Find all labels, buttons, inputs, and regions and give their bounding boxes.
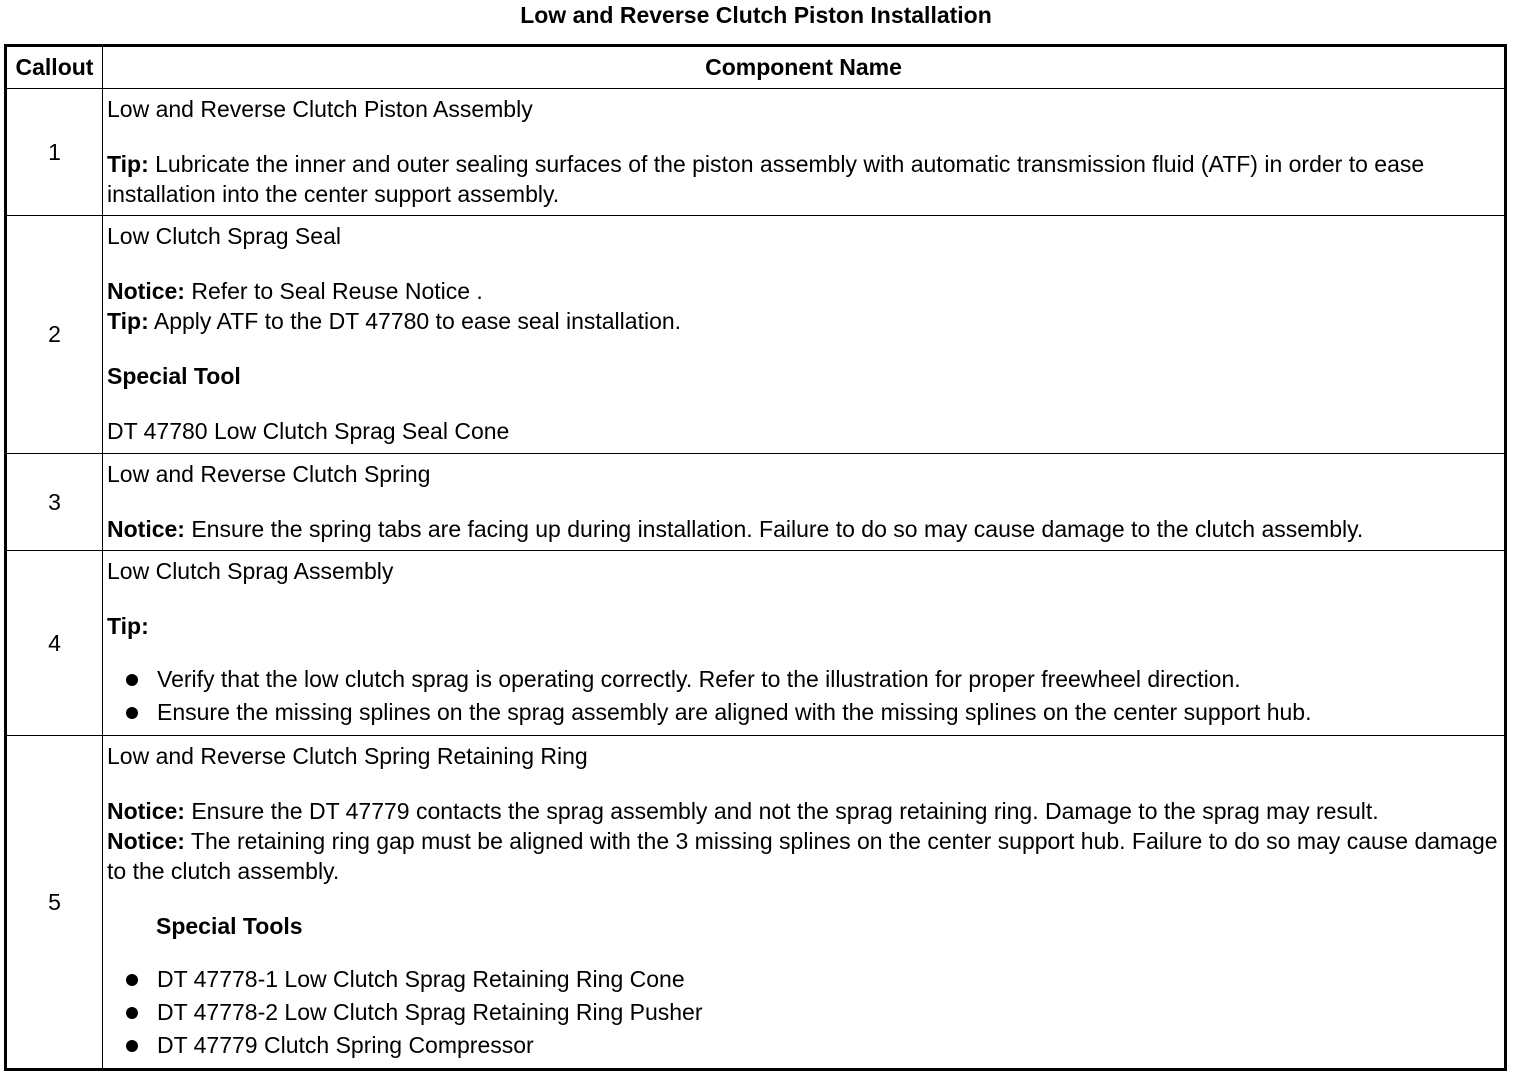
callout-cell: 3 xyxy=(6,454,103,551)
component-cell xyxy=(103,216,1506,454)
list-item-text: DT 47778-1 Low Clutch Sprag Retaining Ring Cone xyxy=(157,966,685,992)
list-item xyxy=(107,996,1498,1029)
list-item-text: DT 47778-2 Low Clutch Sprag Retaining Ring Pusher xyxy=(157,999,703,1025)
bullet-icon xyxy=(126,974,138,986)
notice-text: Ensure the spring tabs are facing up during installation. Failure to do so may cause damage to the clutch assembly. xyxy=(184,516,1364,542)
component-name: Low and Reverse Clutch Piston Assembly xyxy=(107,96,533,122)
notice-paragraph xyxy=(107,276,1498,306)
components-table xyxy=(4,44,1507,1071)
tip-text: Apply ATF to the DT 47780 to ease seal installation. xyxy=(148,308,682,334)
tip-label: Tip: xyxy=(107,613,149,639)
list-item xyxy=(107,1029,1498,1062)
callout-cell: 1 xyxy=(6,89,103,216)
tip-paragraph xyxy=(107,149,1498,209)
table-header-row xyxy=(6,46,1506,89)
component-cell xyxy=(103,551,1506,736)
tip-label: Tip: xyxy=(107,151,149,177)
notice-label: Notice: xyxy=(107,278,185,304)
notice-paragraph xyxy=(107,796,1498,826)
list-item xyxy=(107,663,1498,696)
table-row xyxy=(6,551,1506,736)
tip-text: Lubricate the inner and outer sealing surfaces of the piston assembly with automatic transmission fluid (ATF) in order to ease installation into the center support assembly. xyxy=(107,151,1425,207)
notice-label: Notice: xyxy=(107,828,185,854)
callout-cell: 5 xyxy=(6,736,103,1070)
special-tool-heading: Special Tool xyxy=(107,363,241,389)
bullet-icon xyxy=(126,674,138,686)
notice-text: Refer to Seal Reuse Notice . xyxy=(184,278,483,304)
component-name: Low and Reverse Clutch Spring Retaining Ring xyxy=(107,743,588,769)
component-cell xyxy=(103,89,1506,216)
list-item xyxy=(107,696,1498,729)
table-row xyxy=(6,89,1506,216)
table-row xyxy=(6,216,1506,454)
component-cell xyxy=(103,736,1506,1070)
special-tools-heading: Special Tools xyxy=(156,913,303,939)
component-name: Low and Reverse Clutch Spring xyxy=(107,461,431,487)
list-item-text: Verify that the low clutch sprag is operating correctly. Refer to the illustration for proper freewheel direction. xyxy=(157,666,1241,692)
callout-cell: 4 xyxy=(6,551,103,736)
callout-cell: 2 xyxy=(6,216,103,454)
header-callout: Callout xyxy=(6,46,103,89)
bullet-icon xyxy=(126,707,138,719)
component-name: Low Clutch Sprag Seal xyxy=(107,223,341,249)
table-row xyxy=(6,736,1506,1070)
page-title: Low and Reverse Clutch Piston Installation xyxy=(520,2,992,28)
component-name: Low Clutch Sprag Assembly xyxy=(107,558,394,584)
special-tools-list xyxy=(107,963,1498,1062)
tip-label: Tip: xyxy=(107,308,149,334)
notice-label: Notice: xyxy=(107,516,185,542)
notice-label: Notice: xyxy=(107,798,185,824)
list-item-text: Ensure the missing splines on the sprag assembly are aligned with the missing splines on the center support hub. xyxy=(157,699,1312,725)
list-item-text: DT 47779 Clutch Spring Compressor xyxy=(157,1032,534,1058)
bullet-icon xyxy=(126,1040,138,1052)
table-row xyxy=(6,454,1506,551)
tip-paragraph xyxy=(107,306,1498,336)
special-tool-item: DT 47780 Low Clutch Sprag Seal Cone xyxy=(107,418,510,444)
notice-paragraph xyxy=(107,514,1498,544)
notice-paragraph xyxy=(107,826,1498,886)
component-cell xyxy=(103,454,1506,551)
list-item xyxy=(107,963,1498,996)
header-component-name: Component Name xyxy=(103,46,1506,89)
bullet-icon xyxy=(126,1007,138,1019)
notice-text: Ensure the DT 47779 contacts the sprag assembly and not the sprag retaining ring. Damage to the sprag may result. xyxy=(184,798,1379,824)
notice-text: The retaining ring gap must be aligned with the 3 missing splines on the center support hub. Failure to do so may cause damage to the clutch assembly. xyxy=(107,828,1498,884)
tip-bullet-list xyxy=(107,663,1498,729)
